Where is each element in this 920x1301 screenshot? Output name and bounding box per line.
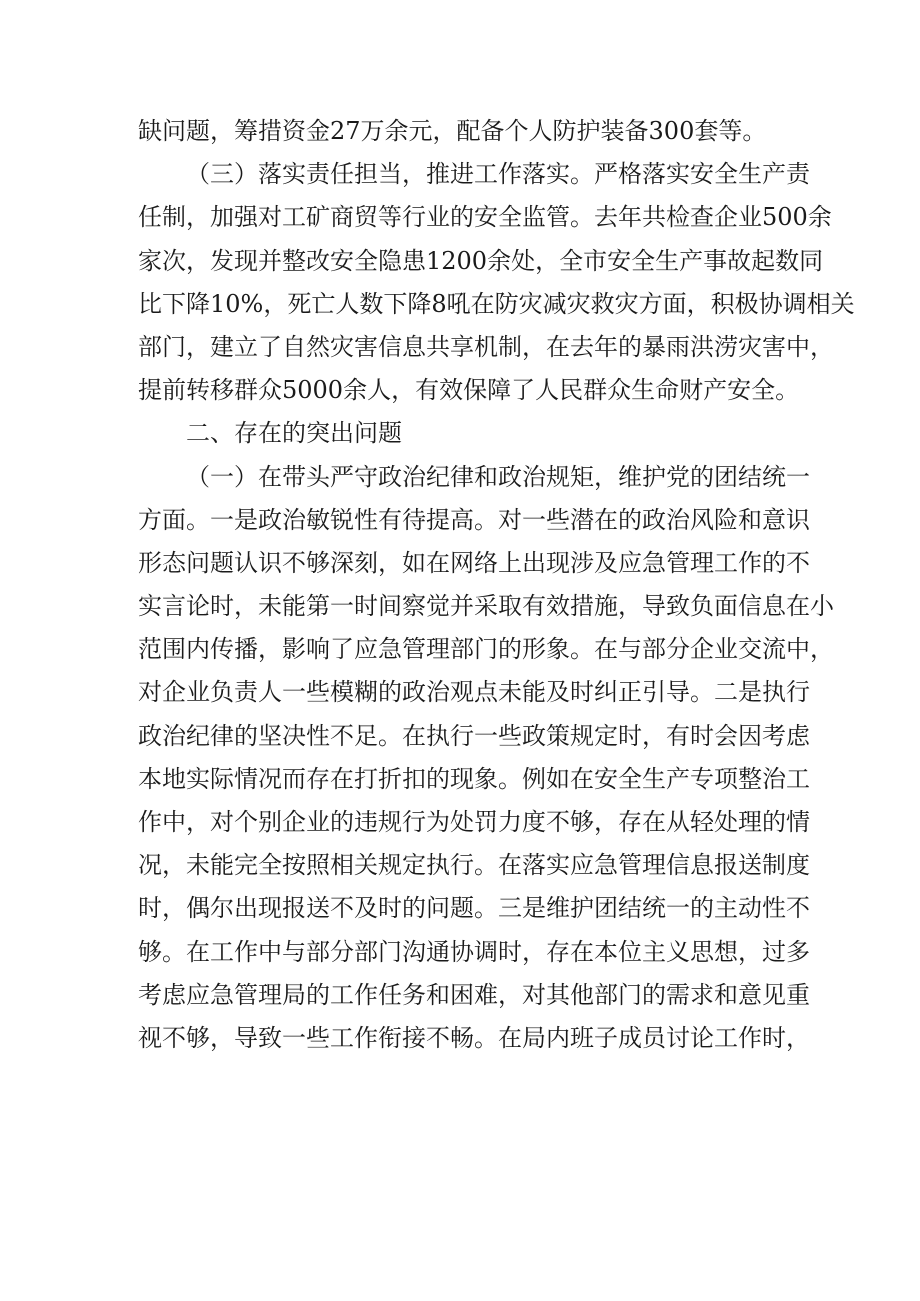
paragraph-line: 时，偶尔出现报送不及时的问题。三是维护团结统一的主动性不 <box>138 894 810 923</box>
paragraph-line: 实言论时，未能第一时间察觉并采取有效措施，导致负面信息在小 <box>138 592 834 621</box>
paragraph-line: 范围内传播，影响了应急管理部门的形象。在与部分企业交流中， <box>138 635 834 664</box>
paragraph-line: 视不够，导致一些工作衔接不畅。在局内班子成员讨论工作时， <box>138 1023 810 1052</box>
paragraph-line: 况，未能完全按照相关规定执行。在落实应急管理信息报送制度 <box>138 851 810 880</box>
paragraph-line: 家次，发现并整改安全隐患1200余处，全市安全生产事故起数同 <box>138 246 824 275</box>
paragraph-line: 部门，建立了自然灾害信息共享机制，在去年的暴雨洪涝灾害中， <box>138 332 834 361</box>
document-body <box>138 110 855 1060</box>
paragraph-line: 形态问题认识不够深刻，如在网络上出现涉及应急管理工作的不 <box>138 548 810 577</box>
paragraph-line: 本地实际情况而存在打折扣的现象。例如在安全生产专项整治工 <box>138 764 810 793</box>
paragraph-line: （一）在带头严守政治纪律和政治规矩，维护党的团结统一 <box>186 462 810 491</box>
paragraph-line: （三）落实责任担当，推进工作落实。严格落实安全生产责 <box>186 160 810 189</box>
paragraph-line: 考虑应急管理局的工作任务和困难，对其他部门的需求和意见重 <box>138 980 810 1009</box>
paragraph-line: 政治纪律的坚决性不足。在执行一些政策规定时，有时会因考虑 <box>138 721 810 750</box>
paragraph-line: 够。在工作中与部分部门沟通协调时，存在本位主义思想，过多 <box>138 937 810 966</box>
section-heading: 二、存在的突出问题 <box>186 419 402 448</box>
paragraph-line: 作中，对个别企业的违规行为处罚力度不够，存在从轻处理的情 <box>138 808 810 836</box>
paragraph-line: 缺问题，筹措资金27万余元，配备个人防护装备300套等。 <box>138 117 767 145</box>
paragraph-line: 方面。一是政治敏锐性有待提高。对一些潜在的政治风险和意识 <box>138 505 810 534</box>
paragraph-line: 提前转移群众5000余人，有效保障了人民群众生命财产安全。 <box>138 376 800 405</box>
paragraph-line: 对企业负责人一些模糊的政治观点未能及时纠正引导。二是执行 <box>138 678 810 707</box>
paragraph-line: 比下降10%，死亡人数下降8吼在防灾减灾救灾方面，积极协调相关 <box>138 289 855 318</box>
paragraph-line: 任制，加强对工矿商贸等行业的安全监管。去年共检查企业500余 <box>138 203 832 232</box>
